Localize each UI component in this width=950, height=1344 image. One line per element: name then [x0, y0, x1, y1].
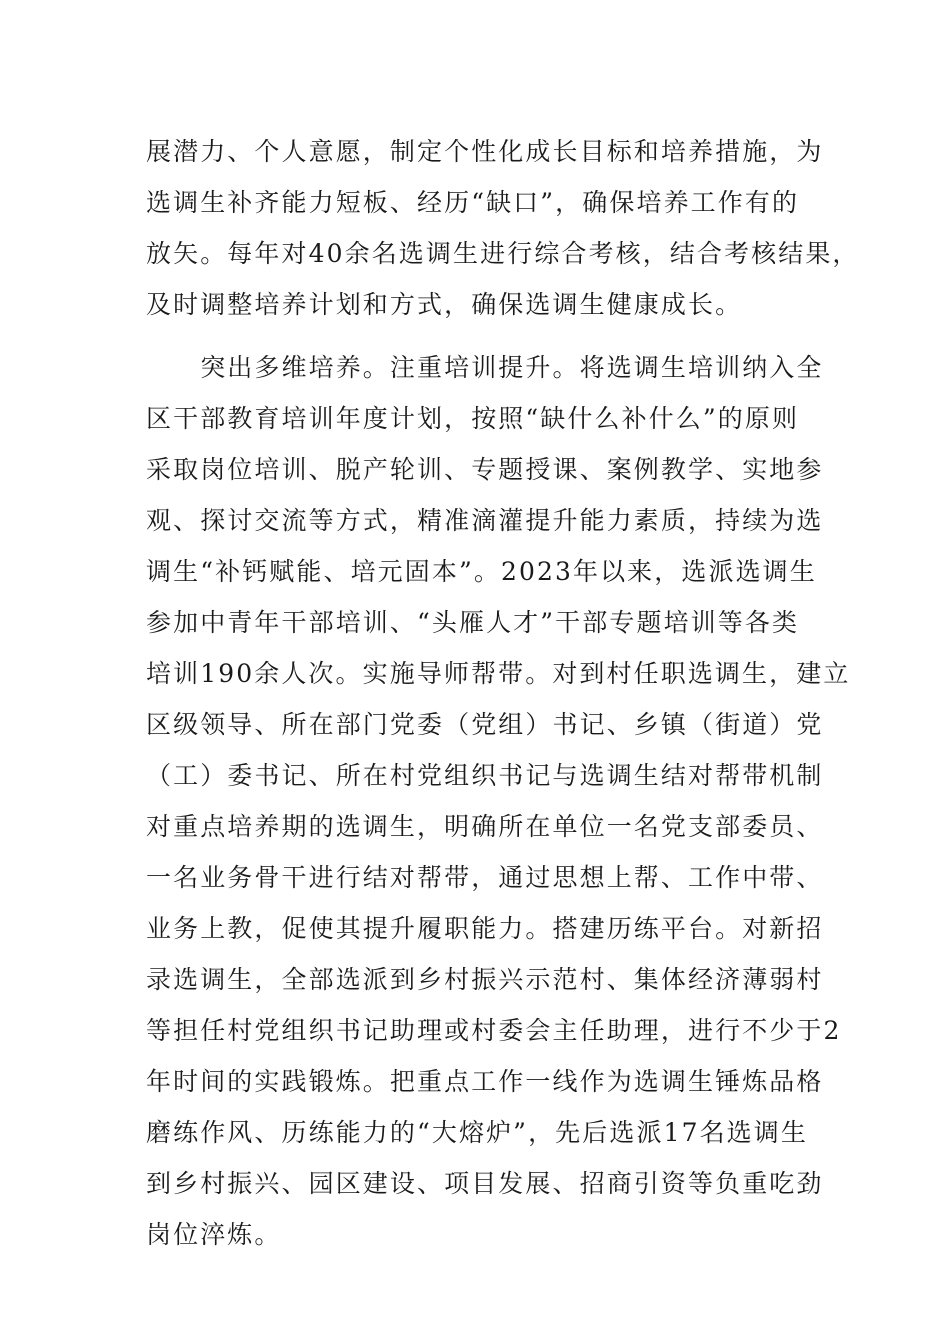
text-line: 观、探讨交流等方式，精准滴灌提升能力素质，持续为选	[146, 506, 824, 535]
body-text	[146, 126, 860, 1260]
text-line: 到乡村振兴、园区建设、项目发展、招商引资等负重吃劲	[146, 1169, 824, 1198]
text-line: 采取岗位培训、脱产轮训、专题授课、案例教学、实地参	[146, 455, 824, 484]
text-line: 磨练作风、历练能力的“大熔炉”，先后选派17名选调生	[146, 1118, 808, 1147]
text-line: 突出多维培养。注重培训提升。将选调生培训纳入全	[146, 353, 824, 382]
text-line: 区干部教育培训年度计划，按照“缺什么补什么”的原则	[146, 404, 800, 433]
text-line: 岗位淬炼。	[146, 1220, 282, 1249]
text-line: 录选调生，全部选派到乡村振兴示范村、集体经济薄弱村	[146, 965, 824, 994]
text-line: 参加中青年干部培训、“头雁人才”干部专题培训等各类	[146, 608, 800, 637]
paragraph-1	[146, 126, 860, 330]
text-line: （工）委书记、所在村党组织书记与选调生结对帮带机制	[146, 761, 824, 790]
text-line: 等担任村党组织书记助理或村委会主任助理，进行不少于2	[146, 1016, 842, 1045]
text-line: 区级领导、所在部门党委（党组）书记、乡镇（街道）党	[146, 710, 824, 739]
text-line: 展潜力、个人意愿，制定个性化成长目标和培养措施，为	[146, 137, 824, 166]
text-line: 培训190余人次。实施导师帮带。对到村任职选调生，建立	[146, 659, 851, 688]
paragraph-gap	[146, 330, 826, 342]
text-line: 对重点培养期的选调生，明确所在单位一名党支部委员、	[146, 812, 824, 841]
text-line: 选调生补齐能力短板、经历“缺口”，确保培养工作有的	[146, 188, 800, 217]
text-line: 年时间的实践锻炼。把重点工作一线作为选调生锤炼品格	[146, 1067, 824, 1096]
text-line: 及时调整培养计划和方式，确保选调生健康成长。	[146, 290, 743, 319]
text-line: 调生“补钙赋能、培元固本”。2023年以来，选派选调生	[146, 557, 817, 586]
text-line: 业务上教，促使其提升履职能力。搭建历练平台。对新招	[146, 914, 824, 943]
text-line: 一名业务骨干进行结对帮带，通过思想上帮、工作中带、	[146, 863, 824, 892]
text-line: 放矢。每年对40余名选调生进行综合考核，结合考核结果，	[146, 239, 860, 268]
paragraph-2	[146, 342, 851, 1260]
